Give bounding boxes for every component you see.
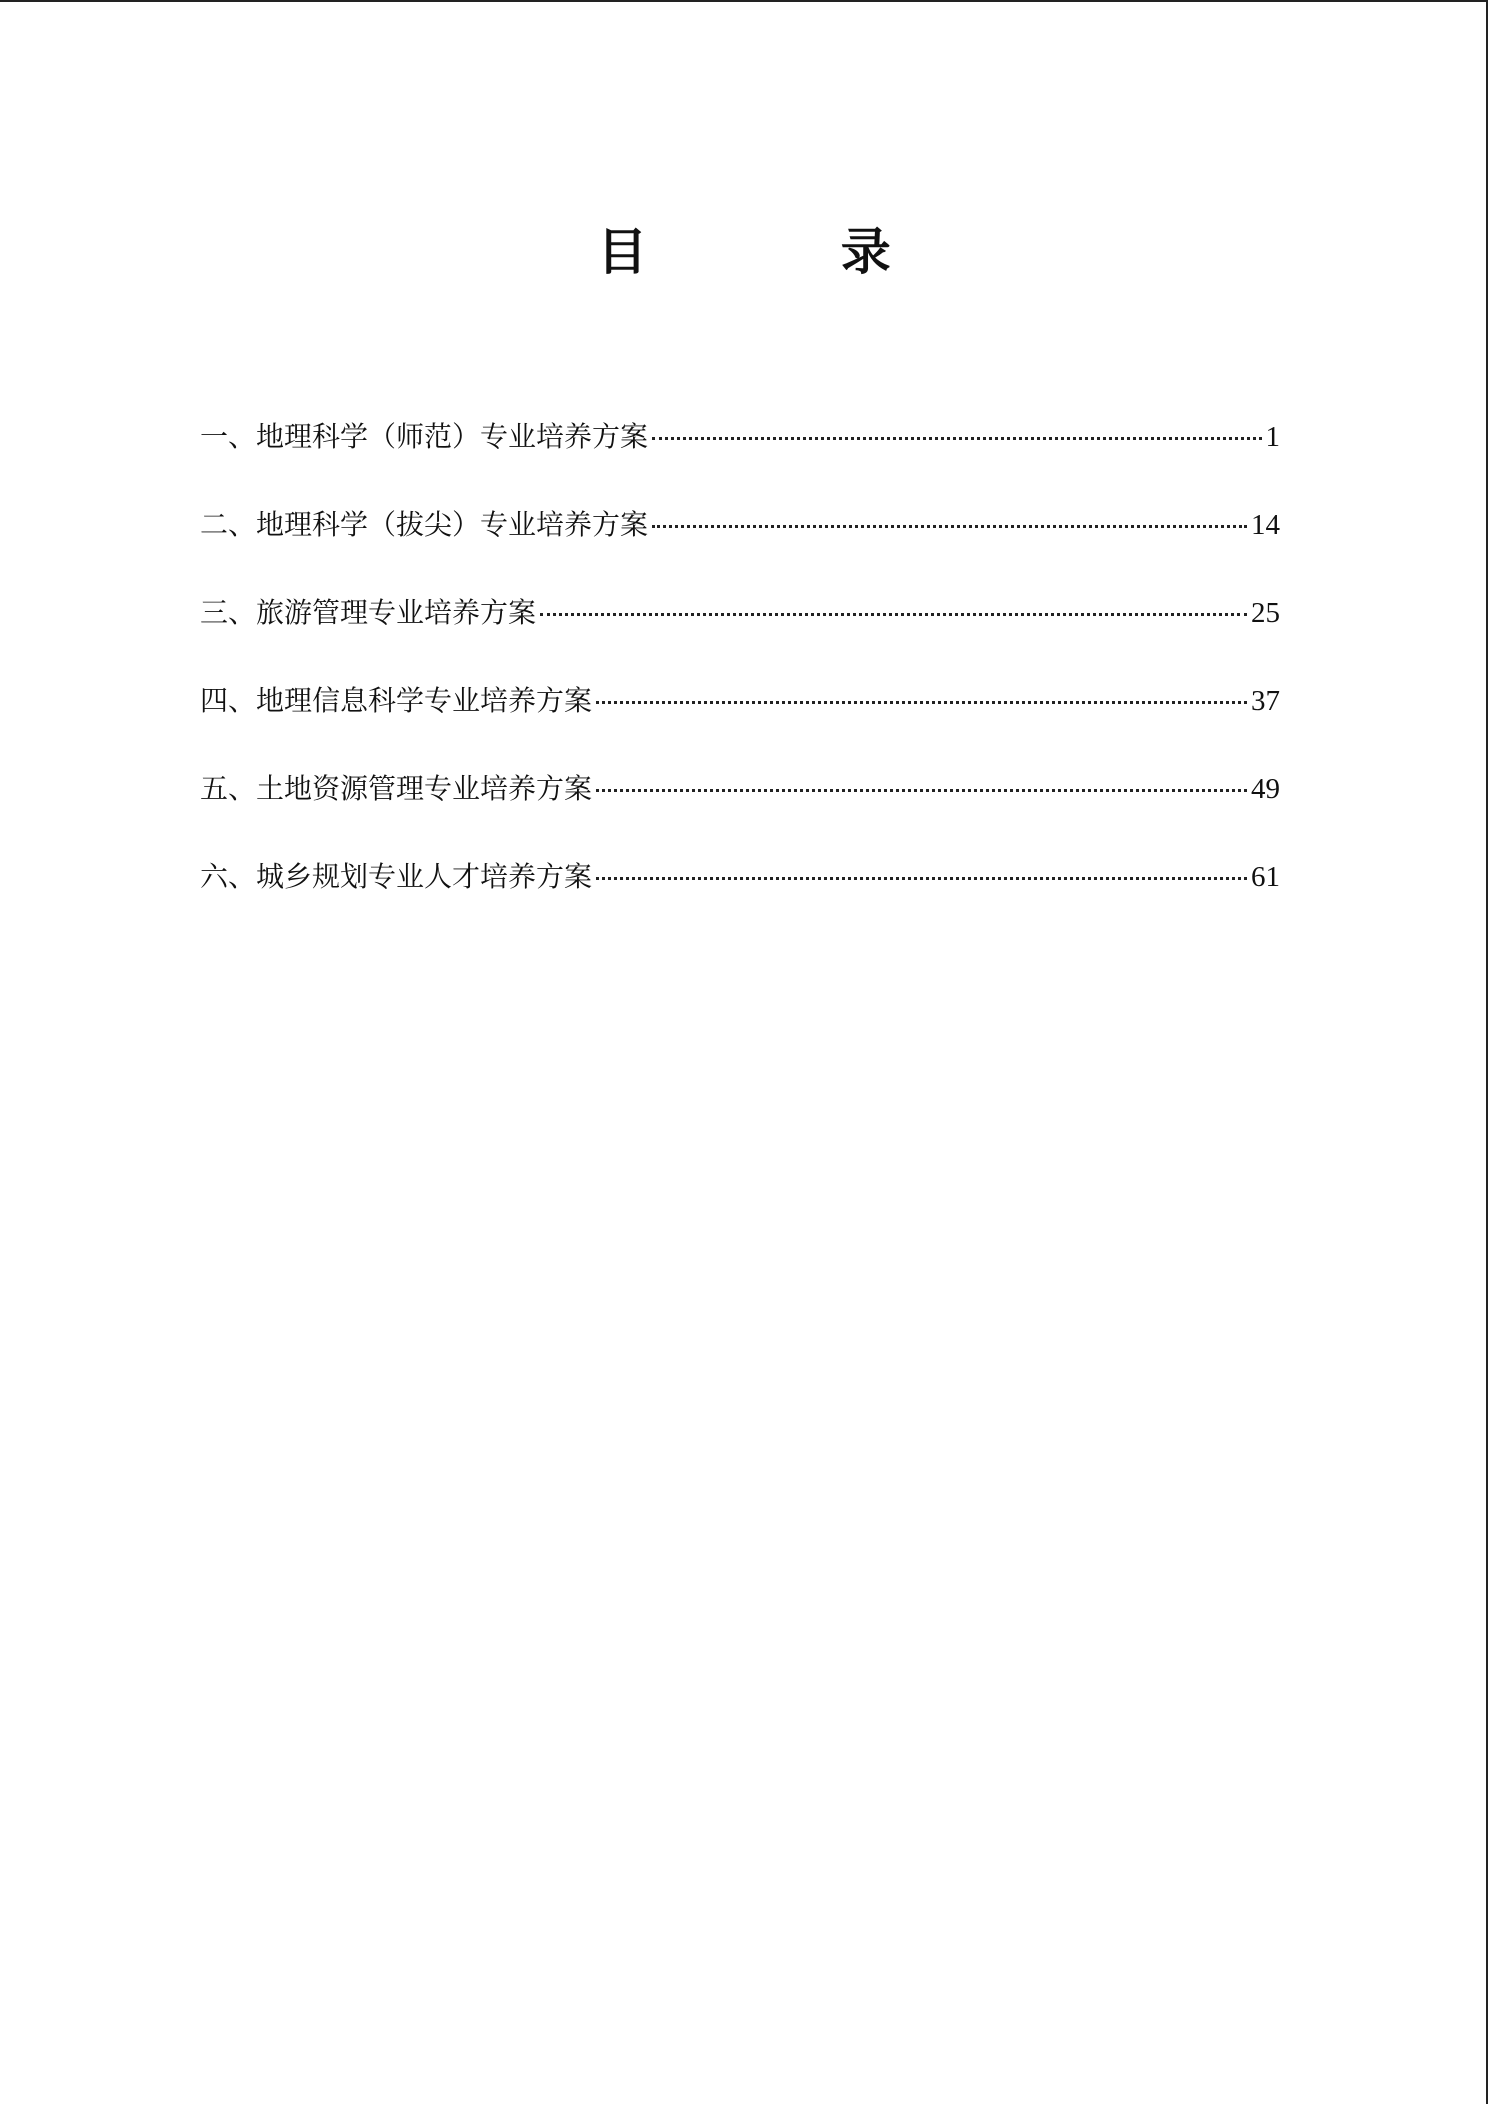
- toc-dot-leader: [596, 877, 1247, 880]
- toc-entry-page: 37: [1251, 685, 1280, 717]
- toc-entry-page: 1: [1265, 421, 1280, 453]
- toc-entry-label: 四、地理信息科学专业培养方案: [200, 684, 593, 717]
- toc-entry-2[interactable]: [200, 500, 1280, 588]
- toc-dot-leader: [652, 437, 1261, 440]
- page-title: 目 录: [597, 222, 979, 281]
- table-of-contents: [200, 412, 1280, 940]
- toc-entry-4[interactable]: [200, 676, 1280, 764]
- toc-entry-label: 一、地理科学（师范）专业培养方案: [200, 420, 649, 453]
- toc-entry-3[interactable]: [200, 588, 1280, 676]
- page-border-top: [0, 0, 1488, 2]
- toc-entry-1[interactable]: [200, 412, 1280, 500]
- toc-dot-leader: [596, 701, 1247, 704]
- toc-entry-5[interactable]: [200, 764, 1280, 852]
- toc-entry-label: 五、土地资源管理专业培养方案: [200, 772, 593, 805]
- toc-entry-page: 49: [1251, 773, 1280, 805]
- toc-entry-page: 61: [1251, 861, 1280, 893]
- toc-entry-page: 14: [1251, 509, 1280, 541]
- toc-dot-leader: [596, 789, 1247, 792]
- toc-entry-label: 六、城乡规划专业人才培养方案: [200, 860, 593, 893]
- toc-entry-page: 25: [1251, 597, 1280, 629]
- toc-dot-leader: [540, 613, 1247, 616]
- toc-entry-6[interactable]: [200, 852, 1280, 940]
- toc-dot-leader: [652, 525, 1247, 528]
- toc-entry-label: 三、旅游管理专业培养方案: [200, 596, 537, 629]
- toc-entry-label: 二、地理科学（拔尖）专业培养方案: [200, 508, 649, 541]
